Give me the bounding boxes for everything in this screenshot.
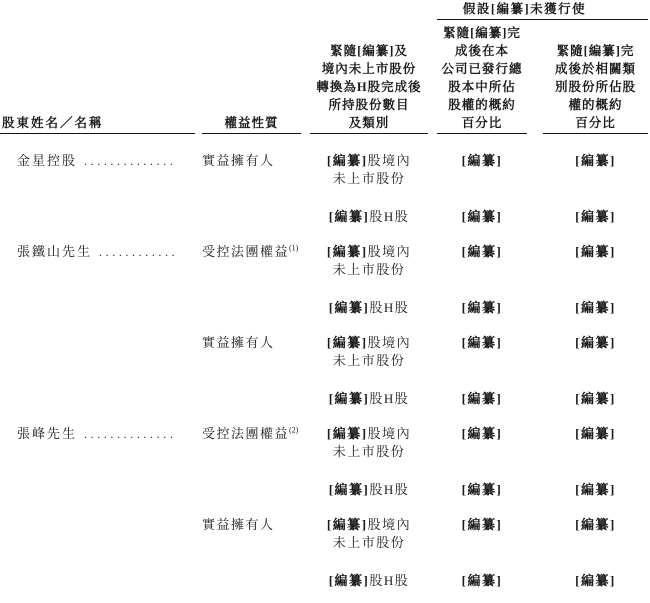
inland-shares-label: 股境內 [367, 335, 412, 350]
pct-total-inland-value: [編纂] [461, 335, 503, 350]
h-shares-label: 股H股 [369, 482, 410, 497]
inland-shares-line2: 未上市股份 [332, 171, 406, 186]
interest-nature-cell [202, 152, 301, 170]
redacted-token: [編纂] [326, 426, 368, 441]
h-shares-label: 股H股 [369, 573, 410, 588]
shareholder-name: 張峰先生 [17, 426, 78, 441]
redacted-token: [編纂] [326, 335, 368, 350]
inland-shares-label: 股境內 [367, 153, 412, 168]
pct-total-inland-value: [編纂] [461, 153, 503, 168]
header-line: 股權的概約 [448, 98, 516, 112]
table-row-group [0, 243, 650, 317]
column-header-number-class-of-shares [310, 24, 428, 134]
h-shares-line [310, 481, 428, 499]
header-line: 公司已發行總 [441, 62, 523, 76]
shareholder-name-cell [0, 152, 195, 170]
table-row-group [0, 516, 650, 590]
pct-total-h-value: [編纂] [461, 482, 503, 497]
table-row-group [0, 425, 650, 499]
h-shares-label: 股H股 [369, 300, 410, 315]
redacted-token: [編纂] [326, 153, 368, 168]
pct-class-inland-value: [編纂] [575, 244, 616, 259]
header-line: 百分比 [461, 116, 503, 130]
header-line: 及類別 [348, 116, 390, 130]
column-header-nature-of-interest [202, 24, 301, 134]
header-line: 股本中所佔 [448, 80, 516, 94]
pct-class-inland-value: [編纂] [575, 517, 616, 532]
column-header-shareholder-name [0, 24, 195, 134]
inland-shares-line2: 未上市股份 [332, 353, 406, 368]
shareholder-name-cell [0, 243, 195, 261]
inland-shares-label: 股境內 [367, 244, 412, 259]
h-shares-line [310, 208, 428, 226]
shareholder-name-cell [0, 425, 195, 443]
header-line: 權益性質 [224, 116, 279, 130]
redacted-token: [編纂] [326, 244, 368, 259]
leader-dots: . . . . . . . . . . . . [99, 245, 175, 259]
redacted-token: [編纂] [328, 482, 370, 497]
header-line: 股東姓名／名稱 [2, 116, 104, 130]
redacted-token: [編纂] [328, 300, 370, 315]
redacted-token: [編纂] [326, 517, 368, 532]
pct-total-h-value: [編纂] [461, 209, 503, 224]
interest-nature-label: 實益擁有人 [202, 517, 275, 532]
table-header-row [0, 24, 650, 132]
pct-class-inland-value: [編纂] [575, 335, 616, 350]
header-line: 百分比 [575, 116, 616, 130]
table-row-group [0, 152, 650, 226]
interest-nature-cell [202, 243, 301, 261]
pct-total-h-value: [編纂] [461, 391, 503, 406]
redacted-token: [編纂] [328, 573, 370, 588]
header-line: 成後在本 [454, 44, 509, 58]
header-line: 所持股份數目 [328, 98, 410, 112]
inland-shares-label: 股境內 [367, 426, 412, 441]
h-shares-line [310, 390, 428, 408]
interest-nature-label: 受控法團權益 [202, 426, 290, 441]
table-group-header-row [0, 2, 650, 20]
interest-nature-cell [202, 334, 301, 352]
header-line: 境內未上市股份 [321, 62, 417, 76]
header-line: 權的概約 [568, 98, 623, 112]
pct-class-inland-value: [編纂] [575, 426, 616, 441]
inland-shares-line1 [310, 334, 428, 352]
pct-class-h-value: [編纂] [575, 209, 616, 224]
header-line: 緊隨[編纂]及 [330, 44, 408, 58]
group-header-assuming-not-exercised: 假設[編纂]未獲行使 [437, 2, 648, 20]
pct-total-h-value: [編纂] [461, 573, 503, 588]
pct-class-h-value: [編纂] [575, 482, 616, 497]
redacted-token: [編纂] [328, 391, 370, 406]
pct-class-inland-value: [編纂] [575, 153, 616, 168]
footnote-reference: (2) [289, 425, 299, 435]
interest-nature-label: 實益擁有人 [202, 335, 275, 350]
inland-shares-line1 [310, 243, 428, 261]
shareholder-name: 金星控股 [17, 153, 78, 168]
h-shares-line [310, 299, 428, 317]
pct-class-h-value: [編纂] [575, 300, 616, 315]
redacted-token: [編纂] [328, 209, 370, 224]
pct-class-h-value: [編纂] [575, 573, 616, 588]
table-row-group [0, 334, 650, 408]
pct-total-inland-value: [編纂] [461, 244, 503, 259]
leader-dots: . . . . . . . . . . . . . . [84, 154, 174, 168]
pct-total-inland-value: [編纂] [461, 517, 503, 532]
footnote-reference: (1) [289, 243, 299, 253]
header-line: 緊隨[編纂]完 [556, 44, 635, 58]
inland-shares-line1 [310, 152, 428, 170]
header-line: 轉換為H股完成後 [316, 80, 422, 94]
shareholder-name: 張鐵山先生 [17, 244, 93, 259]
column-header-pct-of-relevant-class [543, 24, 648, 134]
interest-nature-cell [202, 425, 301, 443]
leader-dots: . . . . . . . . . . . . . . [84, 427, 174, 441]
shareholder-name-cell [0, 334, 195, 352]
inland-shares-line2: 未上市股份 [332, 535, 406, 550]
inland-shares-line1 [310, 425, 428, 443]
h-shares-line [310, 572, 428, 590]
header-line: 緊隨[編纂]完 [443, 26, 521, 40]
column-header-pct-of-total-share-capital [437, 24, 527, 134]
pct-total-h-value: [編纂] [461, 300, 503, 315]
h-shares-label: 股H股 [369, 391, 410, 406]
table-body [0, 132, 650, 590]
interest-nature-label: 實益擁有人 [202, 153, 275, 168]
inland-shares-line2: 未上市股份 [332, 262, 406, 277]
interest-nature-label: 受控法團權益 [202, 244, 290, 259]
pct-total-inland-value: [編纂] [461, 426, 503, 441]
header-line: 成後於相關類 [554, 62, 636, 76]
shareholder-name-cell [0, 516, 195, 534]
header-line: 別股份所佔股 [554, 80, 636, 94]
interest-nature-cell [202, 516, 301, 534]
pct-class-h-value: [編纂] [575, 391, 616, 406]
inland-shares-line2: 未上市股份 [332, 444, 406, 459]
inland-shares-label: 股境內 [367, 517, 412, 532]
inland-shares-line1 [310, 516, 428, 534]
h-shares-label: 股H股 [369, 209, 410, 224]
